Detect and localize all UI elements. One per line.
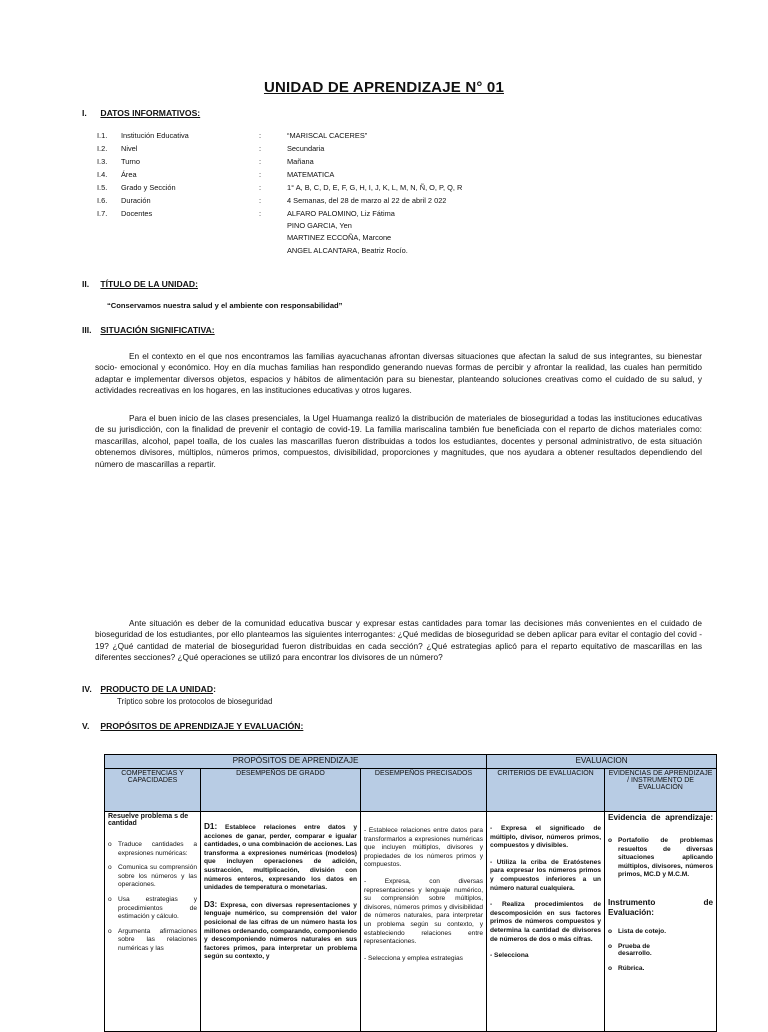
- header-desempenos-grado: DESEMPEÑOS DE GRADO: [201, 769, 361, 812]
- cell-desempenos-grado: [201, 812, 361, 1032]
- situacion-paragraph-1: En el contexto en el que nos encontramos las familias ayacuchanas afrontan diversas situaciones que afectan la salud de sus integrantes, su bienestar socio- emocional y económico. Hoy en día muchas familias han respondido generando nuevas formas de percibir y afrontar la realidad, las cuales han permitido adaptar e implementar diversos objetos, espacios y hábitos de alimentación para su bienestar, planteando soluciones creativas como el cuidado de su salud, y actividades recreativas en los hogares, en las instituciones educativas y otros lugares.: [95, 351, 702, 396]
- section-label: DATOS INFORMATIVOS:: [100, 108, 201, 118]
- desempeno-d1: D1: Establece relaciones entre datos y acciones de ganar, perder, comparar e igualar cantidades, o una combinación de acciones. Las transforma a expresiones numéricas (modelos) que incluyen operaciones de adición, sustracción, multiplicación, división con números enteros, expresando los datos en unidades de temperatura o monetarias.: [204, 822, 357, 892]
- cell-desempenos-precisados: [361, 812, 487, 1032]
- capacidad-item: o Argumenta afirmaciones sobre las relaciones numéricas y las: [108, 928, 197, 954]
- header-evaluacion: EVALUACION: [487, 755, 717, 769]
- page-title: UNIDAD DE APRENDIZAJE N° 01: [263, 79, 505, 96]
- header-desempenos-precisados: DESEMPEÑOS PRECISADOS: [361, 769, 487, 812]
- section-datos-informativos: [82, 108, 200, 118]
- propositos-table: [104, 754, 717, 1032]
- section-number: I.: [82, 108, 87, 118]
- cell-evidencias: [605, 812, 717, 1032]
- instrumento-item: o Prueba de desarrollo.: [608, 943, 676, 957]
- capacidad-item: o Usa estrategias y procedimientos de estimación y cálculo.: [108, 896, 197, 922]
- instrumento-label: Instrumento de Evaluación:: [608, 897, 714, 917]
- criterio-item: - Expresa el significado de múltiplo, divisor, números primos, compuestos y divisibles.: [490, 825, 602, 850]
- cell-competencias: [105, 812, 201, 1032]
- precisado-item: - Selecciona y emplea estrategias: [364, 954, 463, 962]
- desempeno-d3: D3: Expresa, con diversas representaciones y lenguaje numérico, su comprensión del valor posicional de las cifras de un número hasta los millones ordenando, comparando, componiendo y descomponiendo números naturales en sus factores primos, para interpretar un problema según su contexto, y: [204, 899, 357, 961]
- cell-criterios: [487, 812, 605, 1032]
- section-producto: IV. PRODUCTO DE LA UNIDAD:: [82, 684, 216, 694]
- section-situacion: III. SITUACIÓN SIGNIFICATIVA:: [82, 325, 215, 335]
- criterio-item: - Realiza procedimientos de descomposición en sus factores primos de números compuestos y determina la cantidad de divisores de números de dos o más cifras.: [490, 901, 602, 943]
- header-criterios: CRITERIOS DE EVALUACIÓN: [487, 769, 605, 812]
- situacion-paragraph-2: Para el buen inicio de las clases presenciales, la Ugel Huamanga realizó la distribución de materiales de bioseguridad a todas las instituciones educativas de su jurisdicción, con la finalidad de prevenir el contagio de covid-19. La familia mariscalina también fue beneficiada con el reparto de dichos materiales como: mascarillas, alcohol, papel toalla, de los cuales las mascarillas fueron distribuidas a todos los estudiantes, docentes y personal administrativo, de esta situación obtenemos divisores, múltiplos, números primos, compuestos, divisibilidad, proporciones y magnitudes, que nos ayudara a obtener resultados dependiendo del número de mascarillas a repartir.: [95, 413, 702, 469]
- evidencia-item: o Portafolio de problemas resueltos de diversas situaciones aplicando múltiplos, divisores, números primos, MC.D y M.C.M.: [608, 837, 713, 880]
- producto-text: Tríptico sobre los protocolos de bioseguridad: [117, 697, 273, 706]
- precisado-item: - Expresa, con diversas representaciones y lenguaje numérico, su comprensión sobre múltiplos, divisores, números primos y divisibilidad de números naturales, para interpretar un problema según su contexto, y estableciendo relaciones entre representaciones.: [364, 877, 484, 946]
- criterio-item: - Utiliza la criba de Eratóstenes para expresar los números primos y compuestos inferiores a un número natural cualquiera.: [490, 858, 602, 892]
- section-propositos: V. PROPÓSITOS DE APRENDIZAJE Y EVALUACIÓN:: [82, 721, 304, 731]
- criterio-item: - Selecciona: [490, 952, 529, 960]
- competencia-label: Resuelve problema s de cantidad: [108, 813, 189, 827]
- evidencia-label: Evidencia de aprendizaje:: [608, 813, 714, 822]
- capacidad-item: o Comunica su comprensión sobre los números y las operaciones.: [108, 864, 197, 890]
- instrumento-item: o Rúbrica.: [608, 965, 713, 972]
- header-propositos: PROPÓSITOS DE APRENDIZAJE: [105, 755, 487, 769]
- section-titulo-unidad: II. TÍTULO DE LA UNIDAD:: [82, 279, 198, 289]
- instrumento-item: o Lista de cotejo.: [608, 928, 713, 935]
- precisado-item: - Establece relaciones entre datos para transformarlos a expresiones numéricas que incluyen múltiplos, divisores y propiedades de los números primos y compuestos.: [364, 827, 484, 869]
- header-competencias: COMPETENCIAS Y CAPACIDADES: [105, 769, 201, 812]
- situacion-paragraph-3: Ante situación es deber de la comunidad educativa buscar y expresar estas cantidades para tomar las decisiones más convenientes en el cuidado de bioseguridad de los estudiantes, por ello planteamos las siguientes interrogantes: ¿Qué medidas de bioseguridad se deben aplicar para evitar el contagio del covid - 19? ¿Qué cantidad de material de bioseguridad fueron distribuidas en cada sección? ¿Qué estrategias aplicó para el reparto equitativo de mascarillas en las diferentes secciones? ¿Qué operaciones se utilizó para encontrar los divisores de un número?: [95, 618, 702, 663]
- capacidad-item: o Traduce cantidades a expresiones numéricas:: [108, 841, 197, 858]
- header-evidencias: EVIDENCIAS DE APRENDIZAJE / INSTRUMENTO DE EVALUACIÓN: [605, 769, 717, 812]
- unit-title: “Conservamos nuestra salud y el ambiente con responsabilidad”: [107, 301, 343, 310]
